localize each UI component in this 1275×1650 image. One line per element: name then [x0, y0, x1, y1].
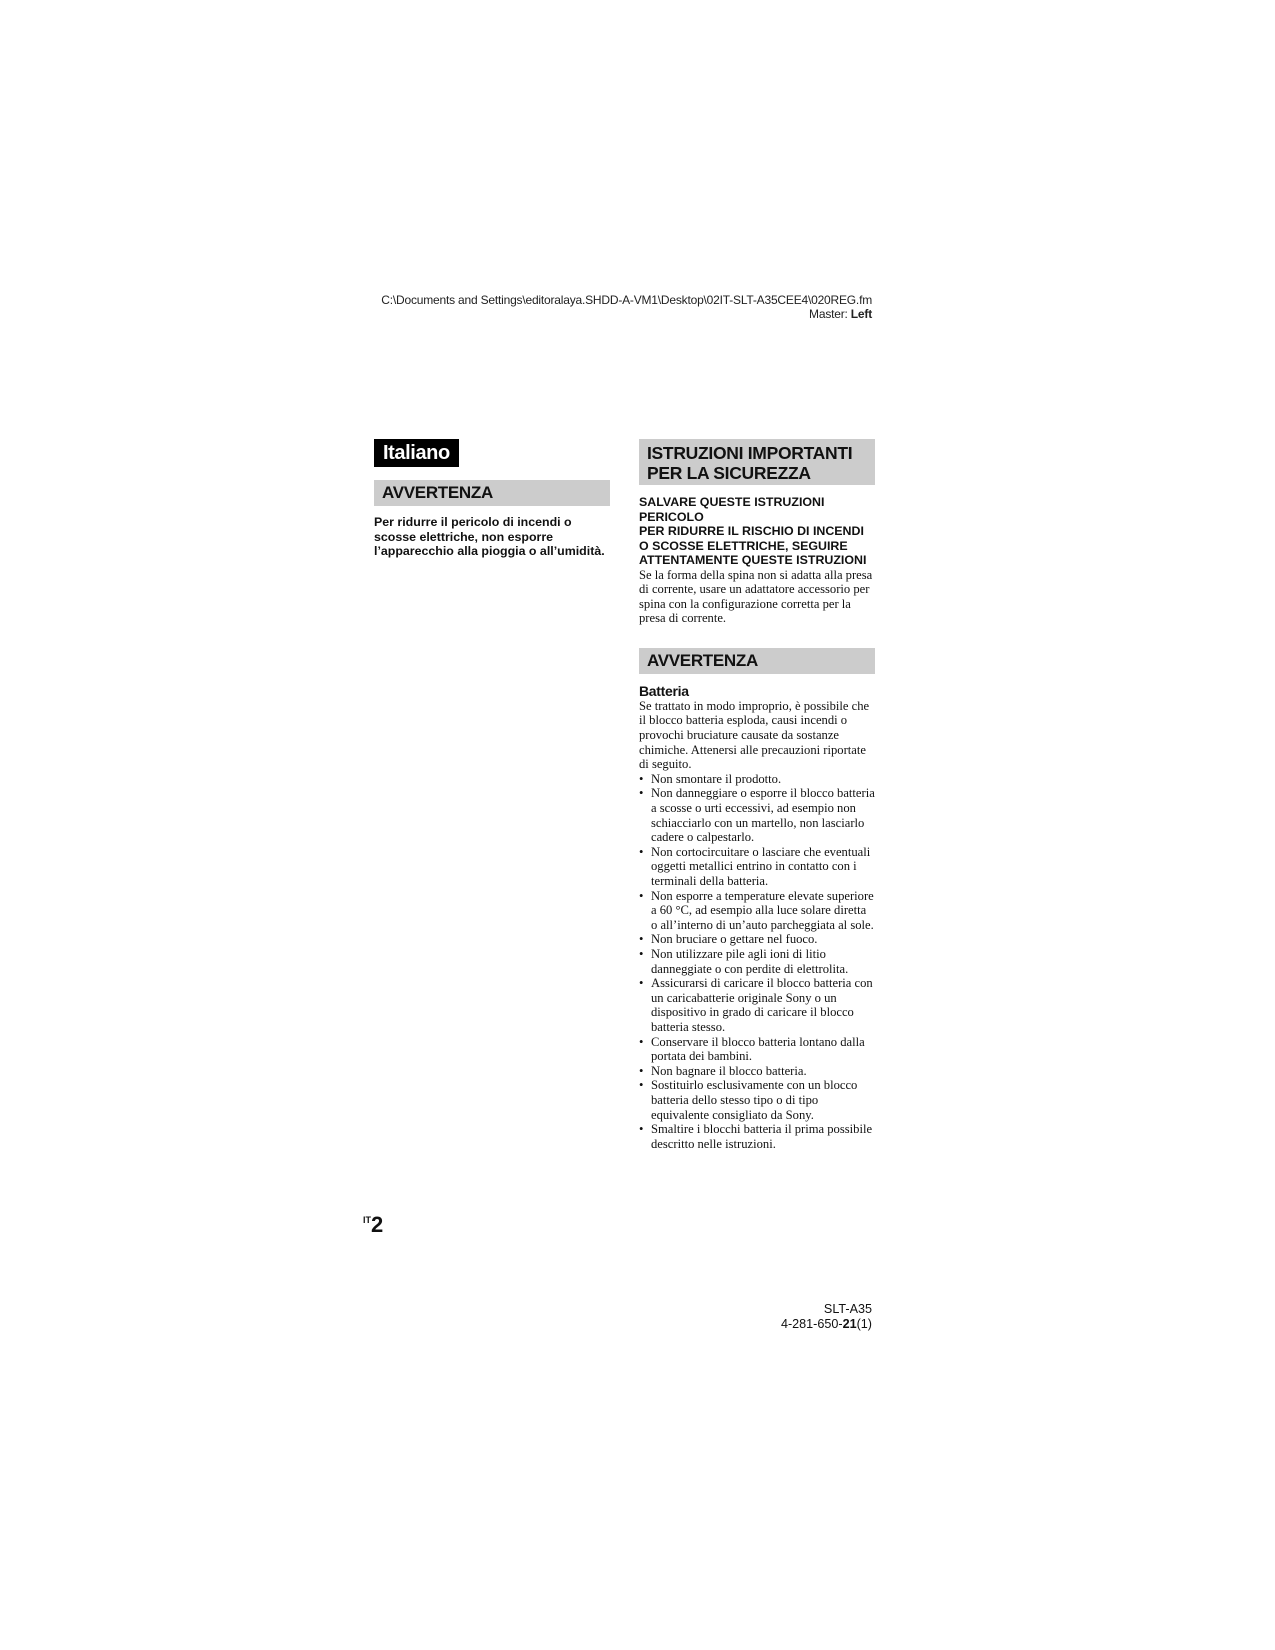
battery-bullet-list — [639, 772, 875, 1151]
plug-text: Se la forma della spina non si adatta alla presa di corrente, usare un adattatore accessorio per spina con la configurazione corretta per la presa di corrente. — [639, 567, 873, 626]
list-item: • Smaltire i blocchi batteria il prima possibile descritto nelle istruzioni. — [639, 1122, 875, 1151]
language-tab: Italiano — [374, 439, 459, 467]
master-value: Left — [850, 307, 872, 321]
caps-line: SALVARE QUESTE ISTRUZIONI — [639, 495, 825, 509]
list-item: • Sostituirlo esclusivamente con un blocco batteria dello stesso tipo o di tipo equivalente consigliato da Sony. — [639, 1078, 875, 1122]
code-suffix: (1) — [856, 1317, 872, 1331]
safety-heading-line2: PER LA SICUREZZA — [647, 463, 811, 483]
safety-caps-block — [639, 495, 875, 568]
caps-line: PER RIDURRE IL RISCHIO DI INCENDI O SCOSSE ELETTRICHE, SEGUIRE ATTENTAMENTE QUESTE ISTRUZIONI — [639, 524, 867, 567]
battery-heading: Batteria — [639, 682, 689, 699]
master-line — [381, 307, 872, 321]
warning-heading: AVVERTENZA — [374, 480, 610, 506]
list-item: • Non bagnare il blocco batteria. — [639, 1064, 875, 1079]
list-item: • Non bruciare o gettare nel fuoco. — [639, 932, 875, 947]
warning-text: Per ridurre il pericolo di incendi o scosse elettriche, non esporre l’apparecchio alla pioggia o all’umidità. — [374, 515, 605, 558]
page-number-value: 2 — [371, 1212, 384, 1237]
list-item: • Non utilizzare pile agli ioni di litio danneggiate o con perdite di elettrolita. — [639, 947, 875, 976]
left-column — [374, 439, 610, 559]
page-number-prefix: IT — [363, 1215, 371, 1225]
list-item: • Non danneggiare o esporre il blocco batteria a scosse o urti eccessivi, ad esempio non schiacciarlo con un martello, non lasciarlo cadere o calpestarlo. — [639, 786, 875, 844]
file-path-header — [381, 293, 872, 321]
right-column — [639, 439, 875, 1151]
model-name: SLT-A35 — [823, 1302, 872, 1316]
master-label: Master: — [809, 307, 851, 321]
warning-heading-2: AVVERTENZA — [639, 648, 875, 674]
list-item: • Non esporre a temperature elevate superiore a 60 °C, ad esempio alla luce solare diretta o all’interno di un’auto parcheggiata al sole. — [639, 889, 875, 933]
list-item: • Conservare il blocco batteria lontano dalla portata dei bambini. — [639, 1035, 875, 1064]
safety-heading — [639, 439, 875, 485]
document-code — [781, 1317, 872, 1332]
page-number — [363, 1213, 383, 1237]
code-bold: 21 — [842, 1317, 857, 1331]
safety-heading-line1: ISTRUZIONI IMPORTANTI — [647, 443, 853, 463]
list-item: • Assicurarsi di caricare il blocco batteria con un caricabatterie originale Sony o un dispositivo in grado di caricare il blocco batteria stesso. — [639, 976, 875, 1034]
battery-intro: Se trattato in modo improprio, è possibile che il blocco batteria esploda, causi incendi o provochi bruciature causate da sostanze chimiche. Attenersi alle precauzioni riportate di seguito. — [639, 698, 870, 772]
list-item: • Non smontare il prodotto. — [639, 772, 875, 787]
footer — [781, 1302, 872, 1332]
code-prefix: 4-281-650- — [780, 1317, 843, 1331]
caps-line: PERICOLO — [639, 509, 704, 524]
list-item: • Non cortocircuitare o lasciare che eventuali oggetti metallici entrino in contatto con i terminali della batteria. — [639, 845, 875, 889]
file-path: C:\Documents and Settings\editoralaya.SHDD-A-VM1\Desktop\02IT-SLT-A35CEE4\020REG.fm — [381, 293, 872, 307]
